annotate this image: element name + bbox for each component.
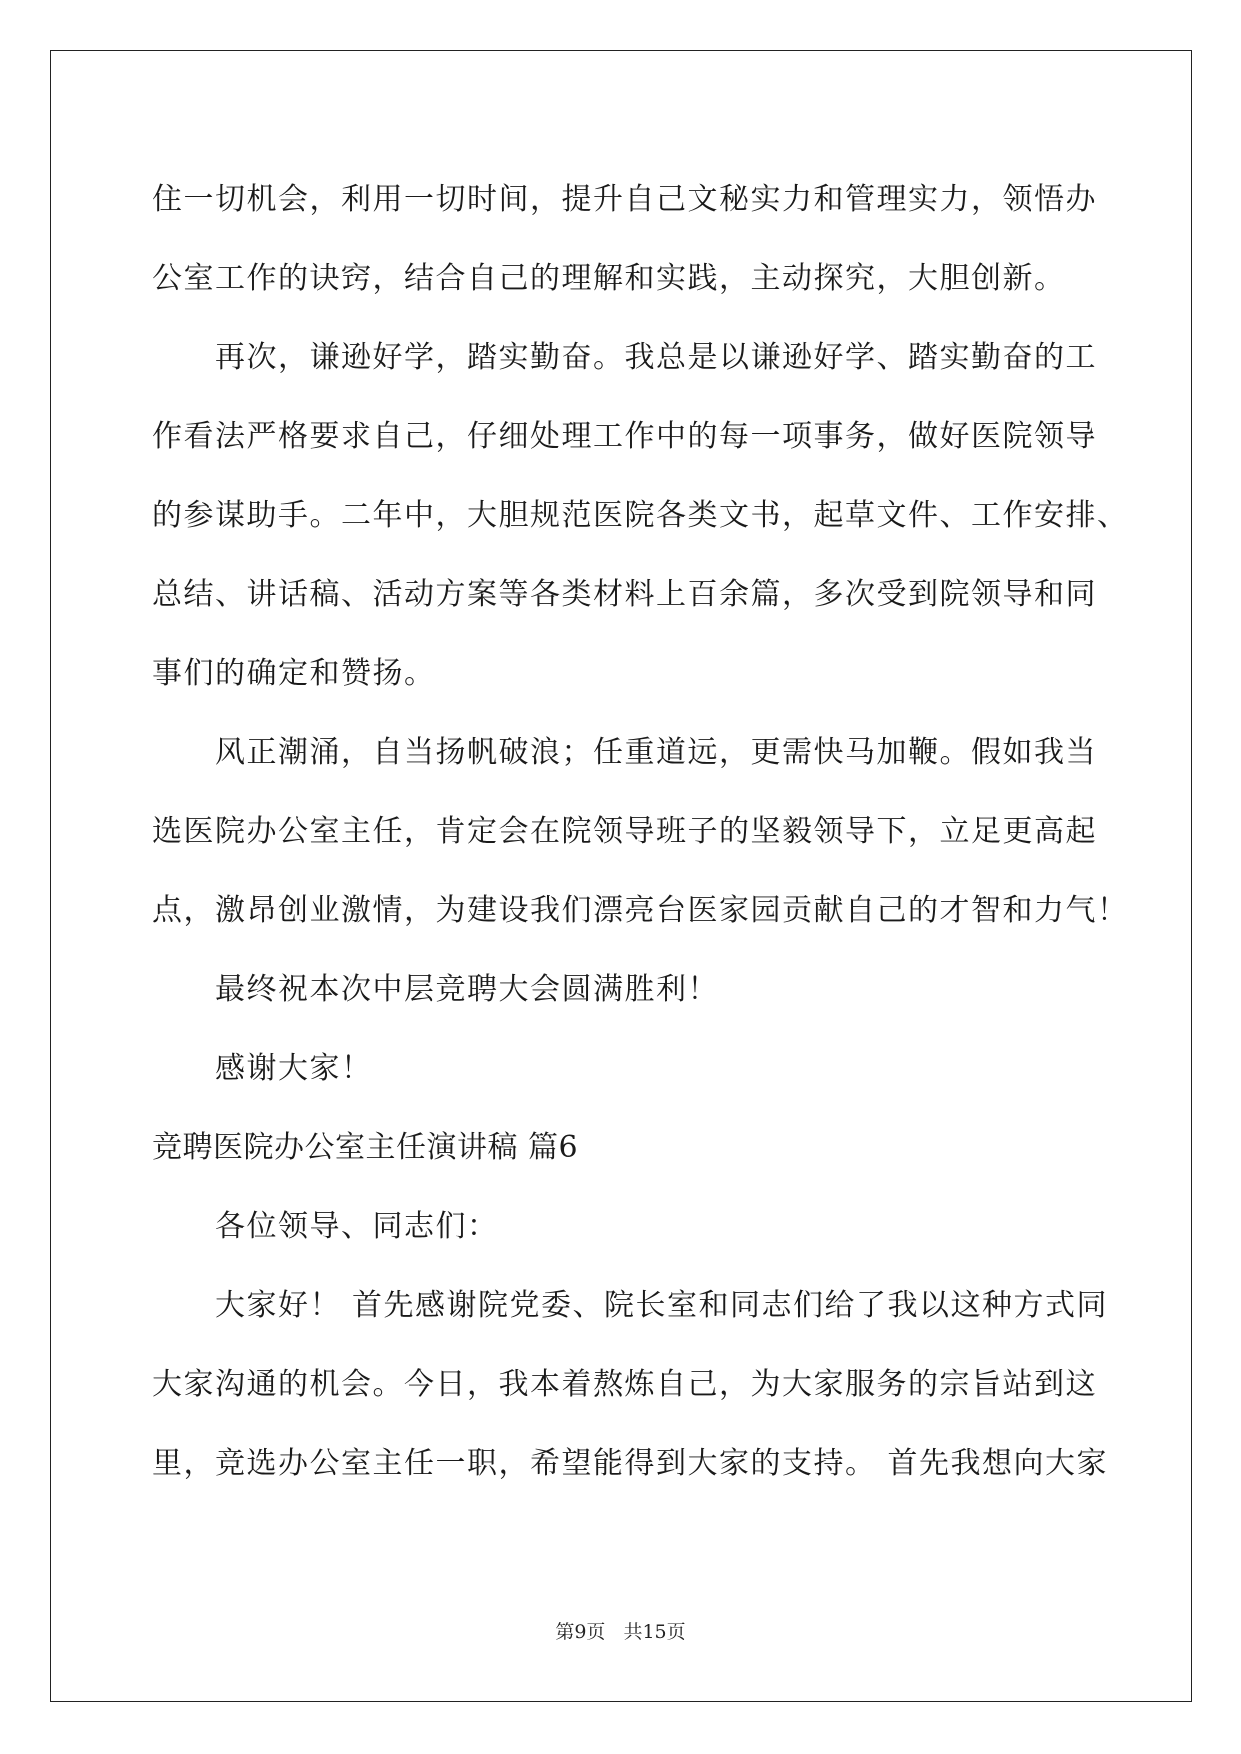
- paragraph-line: 事们的确定和赞扬。: [152, 656, 436, 691]
- page-number: 第9页: [555, 1621, 606, 1643]
- paragraph-line: 最终祝本次中层竞聘大会圆满胜利！: [215, 972, 719, 1007]
- page-footer: [0, 1617, 1241, 1644]
- paragraph-line: 公室工作的诀窍，结合自己的理解和实践，主动探究，大胆创新。: [152, 261, 1066, 296]
- paragraph-line: 点，激昂创业激情，为建设我们漂亮台医家园贡献自己的才智和力气！: [152, 893, 1129, 928]
- paragraph-line: 大家沟通的机会。今日，我本着熬炼自己，为大家服务的宗旨站到这: [152, 1367, 1097, 1402]
- paragraph-line: 大家好！ 首先感谢院党委、院长室和同志们给了我以这种方式同: [215, 1288, 1109, 1323]
- paragraph-line: 里，竞选办公室主任一职，希望能得到大家的支持。 首先我想向大家: [152, 1446, 1109, 1481]
- section-heading: 竞聘医院办公室主任演讲稿 篇6: [152, 1130, 579, 1165]
- paragraph-line: 风正潮涌，自当扬帆破浪；任重道远，更需快马加鞭。假如我当: [215, 735, 1097, 770]
- paragraph-line: 作看法严格要求自己，仔细处理工作中的每一项事务，做好医院领导: [152, 419, 1097, 454]
- paragraph-line: 各位领导、同志们：: [215, 1209, 499, 1244]
- document-body: [152, 160, 1129, 1503]
- paragraph-line: 总结、讲话稿、活动方案等各类材料上百余篇，多次受到院领导和同: [152, 577, 1097, 612]
- paragraph-line: 的参谋助手。二年中，大胆规范医院各类文书，起草文件、工作安排、: [152, 498, 1129, 533]
- paragraph-line: 住一切机会，利用一切时间，提升自己文秘实力和管理实力，领悟办: [152, 182, 1097, 217]
- paragraph-line: 再次，谦逊好学，踏实勤奋。我总是以谦逊好学、踏实勤奋的工: [215, 340, 1097, 375]
- page-total: 共15页: [623, 1621, 686, 1643]
- paragraph-line: 选医院办公室主任，肯定会在院领导班子的坚毅领导下，立足更高起: [152, 814, 1097, 849]
- paragraph-line: 感谢大家！: [215, 1051, 373, 1086]
